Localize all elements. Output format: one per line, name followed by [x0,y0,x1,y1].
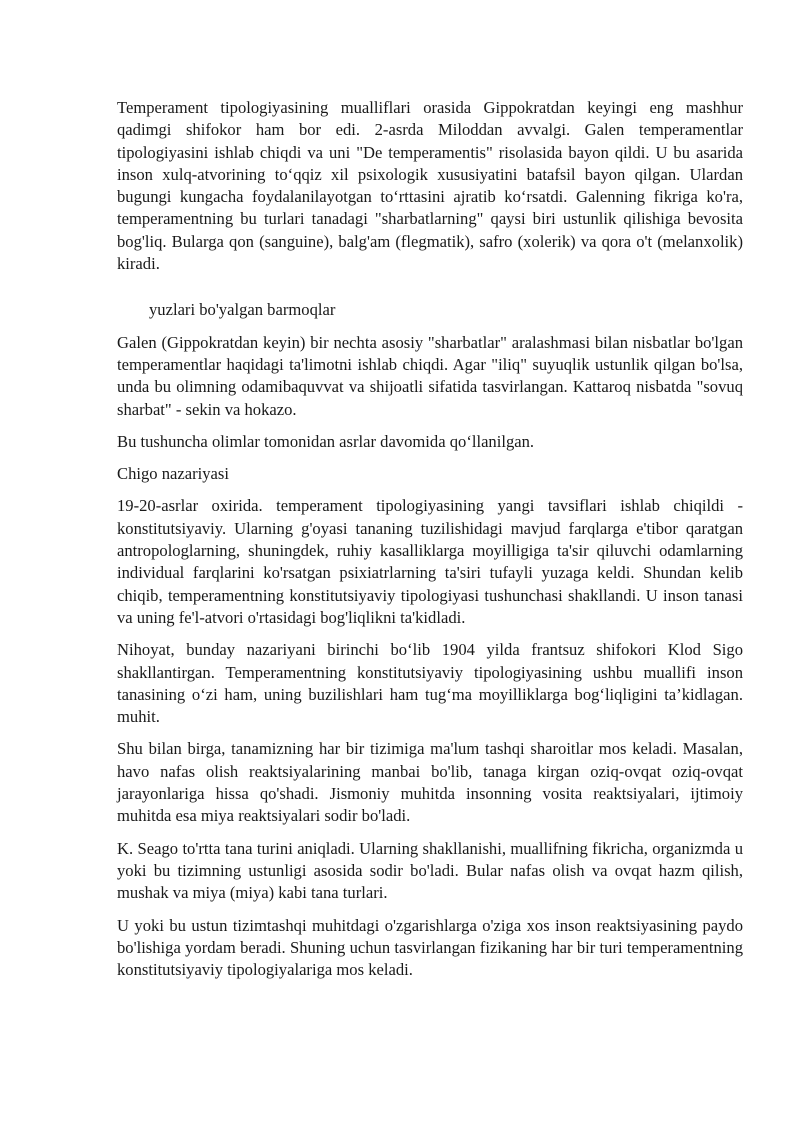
paragraph-galen-typology: Temperament tipologiyasining mualliflari orasida Gippokratdan keyingi eng mashhur qadimgi shifokor ham bor edi. 2-asrda Miloddan avvalgi. Galen temperamentlar tipologiyasini ishlab chiqdi va uni "De temperamentis" risolasida bayon qildi. U bu asarida inson xulq-atvorining to‘qqiz xil psixologik xususiyatini batafsil bayon qilgan. Ulardan bugungi kungacha foydalanilayotgan to‘rttasini ajratib ko‘rsatdi. Galenning fikriga ko'ra, temperamentning bu turlari tanadagi "sharbatlarning" qaysi biri ustunlik qilishiga bevosita bog'liq. Bularga qon (sanguine), balg'am (flegmatik), safro (xolerik) va qora o't (melanxolik) kiradi. [117,98,743,274]
paragraph-constitutional-typology: 19-20-asrlar oxirida. temperament tipologiyasining yangi tavsiflari ishlab chiqildi - konstitutsiyaviy. Ularning g'oyasi tananing tuzilishidagi mavjud farqlarga e'tibor qaratgan antropologlarning, shuningdek, ruhiy kasalliklarga moyilligiga ta'sir qiluvchi odamlarning individual farqlarini ko'rsatgan psixiatrlarning ta'siri tufayli yuzaga keldi. Shundan kelib chiqib, temperamentning konstitutsiyaviy tipologiyasi tushunchasi shakllandi. U inson tanasi va uning fe'l-atvori o'rtasidagi bog'liqlikni ta'kidladi. [117,496,743,627]
paragraph-concept-usage: Bu tushuncha olimlar tomonidan asrlar davomida qo‘llanilgan. [117,431,535,451]
paragraph-galen-juices: Galen (Gippokratdan keyin) bir nechta asosiy "sharbatlar" aralashmasi bilan nisbatlar bo'lgan temperamentlar haqidagi ta'limotni ishlab chiqdi. Agar "iliq" suyuqlik ustunlik qilgan bo'lsa, unda bu olimning odamibaquvvat va shijoatli sifatida tasvirlangan. Kattaroq nisbatda "sovuq sharbat" - sekin va hokazo. [117,332,743,419]
paragraph-four-body-types: K. Seago to'rtta tana turini aniqladi. Ularning shakllanishi, muallifning fikricha, organizmda u yoki bu tizimning ustunligi asosida sodir bo'ladi. Bular nafas olish va ovqat hazm qilish, mushak va miya (miya) kabi tana turlari. [117,838,743,903]
paragraph-klod-sigo: Nihoyat, bunday nazariyani birinchi bo‘lib 1904 yilda frantsuz shifokori Klod Sigo shakllantirgan. Temperamentning konstitutsiyaviy tipologiyasining ushbu muallifi inson tanasining o‘zi ham, uning buzilishlari ham tug‘ma moyilliklarga bog‘liqligini ta’kidlagan. muhit. [117,640,743,727]
document-body [117,97,743,981]
caption-painted-fingers: yuzlari bo'yalgan barmoqlar [149,300,336,320]
heading-chigo-theory: Chigo nazariyasi [117,464,229,484]
paragraph-dominant-system: U yoki bu ustun tizimtashqi muhitdagi o'zgarishlarga o'ziga xos inson reaktsiyasining paydo bo'lishiga yordam beradi. Shuning uchun tasvirlangan fizikaning har bir turi temperamentning konstitutsiyaviy tipologiyalariga mos keladi. [117,915,743,980]
paragraph-body-systems: Shu bilan birga, tanamizning har bir tizimiga ma'lum tashqi sharoitlar mos keladi. Masalan, havo nafas olish reaktsiyalarining manbai bo'lib, tanaga kirgan oziq-ovqat oziq-ovqat jarayonlariga hissa qo'shadi. Jismoniy muhitda insonning vosita reaktsiyalari, ijtimoiy muhitda esa miya reaktsiyalari sodir bo'ladi. [117,739,743,826]
